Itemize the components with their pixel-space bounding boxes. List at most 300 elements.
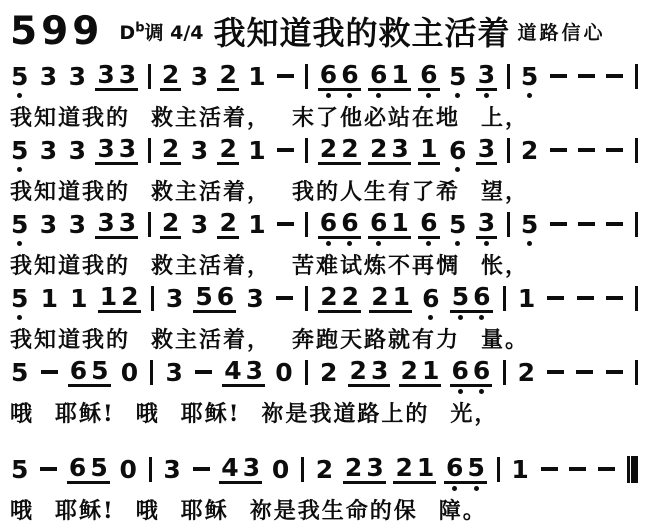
note: 3 — [246, 283, 264, 313]
note: 5 — [9, 135, 30, 174]
lyric-segment: 我的人生有了希 — [292, 179, 461, 205]
beam-group — [149, 283, 156, 322]
note: 2 — [400, 356, 418, 385]
beam-group — [447, 61, 468, 100]
beam-group — [318, 135, 361, 174]
dash — [545, 283, 566, 322]
beam-group — [369, 283, 412, 322]
beam-group — [246, 61, 267, 100]
lyric-segment: 我知道我的 — [10, 327, 131, 353]
stanza — [8, 454, 641, 525]
note: 2 — [219, 60, 237, 89]
beam-group — [217, 135, 238, 174]
notes-line — [8, 454, 641, 493]
beam-group — [604, 283, 625, 322]
dash — [193, 357, 214, 396]
octave-dot — [527, 93, 532, 98]
beam-group — [275, 209, 296, 248]
lyric-segment: 哦 — [135, 498, 160, 524]
note: 6 — [471, 357, 492, 396]
note: 3 — [477, 134, 496, 163]
octave-dot — [426, 93, 431, 98]
beam-group — [604, 357, 625, 396]
barline — [633, 135, 640, 174]
dash — [576, 135, 597, 174]
note: 6 — [447, 135, 468, 174]
beam-group — [244, 283, 265, 322]
note: 5 — [519, 61, 540, 100]
beam-group — [633, 283, 640, 322]
beam-group — [314, 454, 335, 493]
notes-line — [8, 283, 641, 322]
beam-group — [519, 61, 540, 100]
lyrics-line — [8, 101, 641, 132]
dash — [596, 454, 617, 493]
note: 1 — [391, 208, 409, 237]
note: 3 — [97, 60, 115, 89]
beam-group — [625, 454, 640, 493]
beam-group — [596, 454, 617, 493]
beam-group — [119, 357, 140, 396]
beam-group — [38, 209, 59, 248]
barline — [303, 357, 310, 396]
beam-group — [604, 61, 625, 100]
octave-dot — [17, 93, 22, 98]
lyric-segment: 末了他必站在地 — [292, 105, 461, 131]
barline — [149, 283, 156, 322]
note: 3 — [39, 209, 58, 239]
note: 2 — [121, 282, 139, 311]
lyric-segment: 奔跑天路就有力 — [292, 327, 461, 353]
beam-group — [217, 209, 238, 248]
rest-note: 0 — [271, 454, 290, 484]
barline — [303, 135, 310, 174]
beam-group — [548, 135, 569, 174]
note: 6 — [444, 454, 465, 493]
beam-group — [368, 61, 411, 100]
note: 6 — [450, 357, 471, 396]
beam-group — [146, 209, 153, 248]
lyric-segment: 望， — [481, 179, 530, 205]
beam-group — [501, 357, 508, 396]
beam-group — [303, 61, 310, 100]
note: 5 — [9, 209, 30, 248]
note: 6 — [68, 453, 87, 482]
beam-group — [217, 61, 238, 100]
beam-group — [147, 454, 154, 493]
beam-group — [303, 357, 310, 396]
beam-group — [318, 61, 361, 100]
note: 6 — [69, 356, 88, 385]
barline — [633, 357, 640, 396]
lyric-segment: 我知道我的 — [10, 105, 131, 131]
barline — [505, 135, 512, 174]
beam-group — [393, 454, 436, 493]
beam-group — [161, 454, 182, 493]
beam-group — [9, 454, 30, 493]
octave-dot — [326, 93, 331, 98]
beam-group — [68, 357, 111, 396]
lyric-segment: 哦 — [10, 498, 35, 524]
octave-dot — [376, 241, 381, 246]
beam-group — [539, 454, 560, 493]
beam-group — [545, 283, 566, 322]
lyric-segment: 苦难试炼不再惆 — [292, 253, 461, 279]
notes-line — [8, 209, 641, 248]
lyric-segment: 耶稣! — [55, 498, 115, 524]
stanza — [8, 283, 641, 354]
note: 6 — [418, 61, 439, 100]
dash — [604, 209, 625, 248]
note: 5 — [11, 454, 29, 484]
note: 3 — [391, 134, 409, 163]
beam-group — [275, 61, 296, 100]
beam-group — [275, 135, 296, 174]
octave-dot — [17, 241, 22, 246]
octave-dot — [326, 241, 331, 246]
note: 2 — [395, 453, 413, 482]
note: 3 — [366, 453, 384, 482]
note: 2 — [344, 453, 363, 482]
beam-group — [633, 135, 640, 174]
beam-group — [219, 454, 262, 493]
beam-group — [9, 61, 30, 100]
octave-dot — [479, 389, 484, 394]
beam-group — [476, 135, 497, 174]
beam-group — [505, 135, 512, 174]
note: 3 — [97, 134, 115, 163]
beam-group — [148, 357, 155, 396]
dash — [604, 61, 625, 100]
beam-group — [604, 135, 625, 174]
note: 3 — [165, 357, 183, 387]
lyric-segment: 耶稣! — [55, 401, 115, 427]
note: 3 — [68, 135, 86, 165]
note: 3 — [118, 134, 137, 163]
lyric-segment: 怅， — [481, 253, 530, 279]
lyric-segment: 哦 — [135, 401, 160, 427]
barline — [501, 357, 508, 396]
note: 6 — [339, 61, 360, 100]
beam-group — [444, 454, 487, 493]
barline — [147, 454, 154, 493]
notes-line — [8, 135, 641, 174]
note: 3 — [118, 60, 137, 89]
note: 6 — [216, 282, 235, 311]
note: 2 — [161, 134, 180, 163]
beam-group — [368, 135, 411, 174]
note: 3 — [476, 209, 497, 248]
dash — [576, 209, 597, 248]
beam-group — [318, 209, 361, 248]
key-note: D — [119, 21, 136, 44]
rest-note: 0 — [120, 357, 139, 387]
beam-group — [117, 454, 138, 493]
beam-group — [548, 61, 569, 100]
beam-group — [189, 135, 210, 174]
beam-group — [246, 135, 267, 174]
dash — [539, 454, 560, 493]
beam-group — [418, 135, 439, 174]
note: 5 — [465, 454, 486, 493]
key-signature — [119, 18, 203, 45]
lyric-segment: 我知道我的 — [10, 179, 131, 205]
note: 1 — [248, 61, 266, 91]
note: 3 — [163, 454, 181, 484]
beam-group — [476, 61, 497, 100]
note: 5 — [90, 453, 108, 482]
barline — [303, 209, 310, 248]
note: 3 — [68, 209, 86, 239]
lyric-segment: 上， — [481, 105, 530, 131]
beam-group — [318, 357, 339, 396]
note: 5 — [519, 209, 540, 248]
final-barline — [625, 454, 640, 493]
hymn-number: 599 — [10, 8, 104, 54]
lyric-segment: 祢是我道路上的 — [261, 401, 430, 427]
beam-group — [39, 357, 60, 396]
note: 6 — [318, 209, 339, 248]
note: 2 — [517, 357, 536, 387]
barline — [505, 209, 512, 248]
beam-group — [38, 135, 59, 174]
note: 1 — [421, 356, 440, 385]
beam-group — [548, 209, 569, 248]
beam-group — [67, 61, 88, 100]
beam-group — [246, 209, 267, 248]
beam-group — [160, 135, 181, 174]
note: 1 — [99, 282, 118, 311]
note: 5 — [447, 61, 468, 100]
beam-group — [516, 357, 537, 396]
dash — [574, 357, 595, 396]
octave-dot — [484, 93, 489, 98]
barline — [633, 283, 640, 322]
note: 2 — [320, 282, 338, 311]
note: 6 — [418, 209, 439, 248]
octave-dot — [455, 241, 460, 246]
beam-group — [68, 283, 89, 322]
beam-group — [505, 61, 512, 100]
beam-group — [501, 283, 508, 322]
beam-group — [633, 61, 640, 100]
note: 2 — [319, 134, 338, 163]
note: 1 — [392, 282, 410, 311]
lyrics-line — [8, 249, 641, 280]
note: 3 — [97, 208, 115, 237]
note: 2 — [219, 208, 237, 237]
beam-group — [348, 357, 391, 396]
beam-group — [146, 135, 153, 174]
note: 2 — [369, 134, 388, 163]
beam-group — [191, 454, 212, 493]
beam-group — [343, 454, 386, 493]
beam-group — [189, 61, 210, 100]
beam-group — [38, 61, 59, 100]
beam-group — [516, 283, 537, 322]
octave-dot — [376, 93, 381, 98]
beam-group — [163, 357, 184, 396]
note: 3 — [68, 61, 86, 91]
beam-group — [447, 135, 468, 174]
beam-group — [303, 135, 310, 174]
note: 3 — [190, 61, 209, 91]
dash — [604, 283, 625, 322]
score — [8, 56, 641, 525]
beam-group — [576, 209, 597, 248]
octave-dot — [455, 167, 460, 172]
beam-group — [576, 61, 597, 100]
beam-group — [164, 283, 185, 322]
lyrics-line — [8, 175, 641, 206]
beam-group — [303, 209, 310, 248]
barline — [303, 61, 310, 100]
note: 3 — [476, 61, 497, 100]
lyrics-line — [8, 494, 641, 525]
key-meter: 调 4/4 — [144, 21, 204, 44]
note: 4 — [224, 356, 242, 385]
beam-group — [476, 209, 497, 248]
beam-group — [567, 454, 588, 493]
note: 1 — [420, 134, 438, 163]
beam-group — [519, 135, 540, 174]
dash — [191, 454, 212, 493]
note: 3 — [190, 209, 209, 239]
note: 6 — [368, 209, 389, 248]
barline — [501, 283, 508, 322]
note: 6 — [368, 61, 389, 100]
beam-group — [418, 209, 439, 248]
stanza — [8, 209, 641, 280]
notes-line — [8, 61, 641, 100]
stanza — [8, 357, 641, 428]
lyric-segment: 救主活着， — [151, 327, 272, 353]
beam-group — [574, 357, 595, 396]
octave-dot — [452, 486, 457, 491]
octave-dot — [347, 93, 352, 98]
dash — [275, 209, 296, 248]
dash — [567, 454, 588, 493]
lyrics-line — [8, 397, 641, 428]
dash — [548, 61, 569, 100]
note: 6 — [318, 61, 339, 100]
beam-group — [39, 283, 60, 322]
stanza — [8, 61, 641, 132]
beam-group — [545, 357, 566, 396]
dash — [39, 357, 60, 396]
note: 3 — [39, 135, 58, 165]
beam-group — [604, 209, 625, 248]
beam-group — [509, 454, 530, 493]
lyrics-line — [8, 323, 641, 354]
lyric-segment: 耶稣 — [180, 498, 229, 524]
beam-group — [495, 454, 502, 493]
octave-dot — [458, 389, 463, 394]
beam-group — [505, 209, 512, 248]
dash — [576, 61, 597, 100]
lyric-segment: 我知道我的 — [10, 253, 131, 279]
note: 2 — [520, 135, 539, 165]
lyric-segment: 障。 — [438, 498, 487, 524]
beam-group — [193, 357, 214, 396]
barline — [299, 454, 306, 493]
note: 3 — [165, 283, 184, 313]
octave-dot — [474, 486, 479, 491]
lyric-segment: 哦 — [10, 401, 35, 427]
dash — [274, 283, 295, 322]
note: 3 — [190, 135, 209, 165]
beam-group — [519, 209, 540, 248]
beam-group — [270, 454, 291, 493]
beam-group — [67, 209, 88, 248]
note: 2 — [349, 356, 367, 385]
category-label: 道路信心 — [517, 21, 606, 44]
beam-group — [303, 283, 310, 322]
beam-group — [368, 209, 411, 248]
beam-group — [98, 283, 141, 322]
beam-group — [67, 135, 88, 174]
octave-dot — [347, 241, 352, 246]
barline — [148, 357, 155, 396]
lyric-segment: 救主活着， — [151, 253, 272, 279]
note: 5 — [195, 282, 213, 311]
note: 1 — [40, 283, 58, 313]
notes-line — [8, 357, 641, 396]
page-title: 我知道我的救主活着 — [213, 14, 511, 52]
note: 6 — [339, 209, 360, 248]
note: 5 — [450, 283, 471, 322]
dash — [604, 357, 625, 396]
beam-group — [575, 283, 596, 322]
beam-group — [633, 209, 640, 248]
beam-group — [95, 135, 138, 174]
beam-group — [576, 135, 597, 174]
dash — [275, 61, 296, 100]
dash — [575, 283, 596, 322]
note: 1 — [70, 283, 88, 313]
beam-group — [450, 283, 493, 322]
note: 2 — [315, 454, 334, 484]
dash — [548, 209, 569, 248]
octave-dot — [17, 315, 22, 320]
barline — [146, 61, 153, 100]
beam-group — [633, 357, 640, 396]
note: 3 — [242, 453, 261, 482]
beam-group — [193, 283, 236, 322]
octave-dot — [428, 315, 433, 320]
beam-group — [418, 61, 439, 100]
note: 3 — [39, 61, 58, 91]
beam-group — [273, 357, 294, 396]
note: 3 — [118, 208, 137, 237]
dash — [604, 135, 625, 174]
dash — [548, 135, 569, 174]
lyric-segment: 救主活着， — [151, 105, 272, 131]
note: 5 — [11, 357, 29, 387]
lyric-segment: 光， — [450, 401, 499, 427]
beam-group — [9, 283, 30, 322]
beam-group — [318, 283, 361, 322]
note: 1 — [248, 209, 266, 239]
octave-dot — [455, 93, 460, 98]
beam-group — [146, 61, 153, 100]
lyric-segment: 祢是我生命的保 — [249, 498, 418, 524]
beam-group — [67, 454, 110, 493]
note: 2 — [319, 357, 338, 387]
barline — [633, 61, 640, 100]
rest-note: 0 — [119, 454, 137, 484]
beam-group — [222, 357, 265, 396]
